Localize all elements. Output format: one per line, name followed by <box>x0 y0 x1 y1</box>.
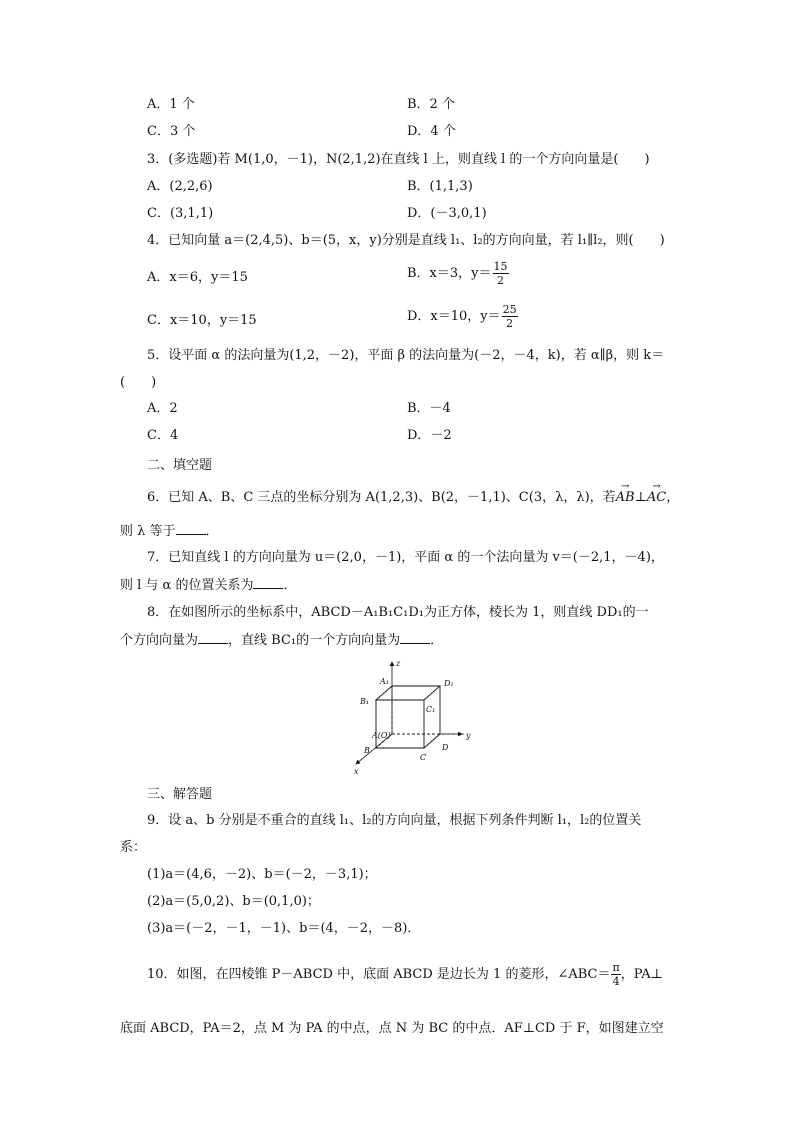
q3-option-d: D．(－3,0,1) <box>407 206 487 221</box>
top-face <box>376 686 440 700</box>
q5-option-c: C．4 <box>147 428 179 443</box>
label-x: x <box>354 767 359 776</box>
front-face <box>376 700 424 748</box>
q6-stem-line2 <box>120 522 219 541</box>
q7-stem-line1: 7．已知直线 l 的方向向量为 u＝(2,0，－1)，平面 α 的一个法向量为 v＝(－2,1，－4)， <box>147 550 664 565</box>
answer-blank[interactable] <box>400 631 430 644</box>
label-a1: A₁ <box>380 677 389 686</box>
label-d1: D₁ <box>444 679 454 688</box>
q9-case-2: (2)a＝(5,0,2)、b＝(0,1,0)； <box>147 894 320 909</box>
q10-text1a: 10．如图，在四棱锥 P－ABCD 中，底面 ABCD 是边长为 1 的菱形，∠ABC＝ <box>147 967 611 982</box>
label-b1: B₁ <box>360 697 370 706</box>
label-d: D <box>442 743 449 752</box>
fraction-denominator: 2 <box>497 274 505 287</box>
label-a-origin: A(O) <box>372 731 391 740</box>
q4-option-d-text: D．x＝10，y＝ <box>407 309 501 324</box>
edge-dc <box>424 734 440 748</box>
q8-stem-line1: 8．在如图所示的坐标系中，ABCD－A₁B₁C₁D₁为正方体，棱长为 1，则直线 DD₁的一 <box>147 605 649 620</box>
vector-ac <box>647 489 666 507</box>
q8-end: ． <box>430 633 444 648</box>
fraction-numerator: π <box>612 961 620 974</box>
answer-blank[interactable] <box>198 631 228 644</box>
q-prev-option-c: C．3 个 <box>147 124 196 139</box>
label-z: z <box>396 659 401 668</box>
q7-text2: 则 l 与 α 的位置关系为 <box>120 578 254 593</box>
angle-fraction <box>611 961 620 988</box>
perp-symbol: ⊥ <box>634 490 647 505</box>
q5-stem-line2: ( ) <box>120 375 157 390</box>
q9-stem-line1: 9．设 a、b 分别是不重合的直线 l₁、l₂的方向向量，根据下列条件判断 l₁，l₂的位置关 <box>147 813 642 828</box>
label-c1: C₁ <box>426 705 436 714</box>
q3-stem <box>147 151 650 169</box>
q4-option-a: A．x＝6，y＝15 <box>147 270 248 285</box>
q7-stem-line2 <box>120 576 296 595</box>
q10-text1b: ，PA⊥ <box>620 967 663 982</box>
answer-blank[interactable] <box>176 522 206 535</box>
q4-option-c: C．x＝10，y＝15 <box>147 313 257 328</box>
fraction-denominator: 2 <box>506 317 514 330</box>
q4-option-b-fraction <box>493 260 509 287</box>
q4-option-d <box>407 303 518 330</box>
q6-stem-line1 <box>147 489 679 507</box>
q-prev-option-d: D．4 个 <box>407 124 456 139</box>
q3-text: (多选题)若 M(1,0，－1)，N(2,1,2)在直线 l 上，则直线 l 的一个方向向量是( ) <box>168 152 650 167</box>
q9-case-3: (3)a＝(－2，－1，－1)、b＝(4，－2，－8)． <box>147 921 421 936</box>
fraction-numerator: 15 <box>493 260 508 273</box>
fraction-denominator: 4 <box>612 975 620 988</box>
q10-stem-line1 <box>147 961 663 988</box>
q4-option-b <box>407 260 509 287</box>
q7-end: ． <box>283 578 297 593</box>
section-fill-in-title: 二、填空题 <box>147 458 213 473</box>
q8-text2b: ，直线 BC₁的一个方向向量为 <box>228 633 401 648</box>
q-prev-option-a: A．1 个 <box>147 97 195 112</box>
q6-text: 6．已知 A、B、C 三点的坐标分别为 A(1,2,3)、B(2，－1,1)、C(3，λ，λ)，若 <box>147 490 616 505</box>
vector-ab <box>616 489 635 507</box>
q5-option-a: A．2 <box>147 401 178 416</box>
q10-stem-line2: 底面 ABCD，PA＝2，点 M 为 PA 的中点，点 N 为 BC 的中点．AF⊥CD 于 F，如图建立空 <box>120 1021 664 1036</box>
q5-stem-line1: 5．设平面 α 的法向量为(1,2，－2)，平面 β 的法向量为(－2，－4，k)，若 α∥β，则 k＝ <box>147 348 665 363</box>
q6-text2: 则 λ 等于 <box>120 524 176 539</box>
q5-option-b: B．－4 <box>407 401 451 416</box>
q8-stem-line2 <box>120 631 443 650</box>
vector-ac-label: AC <box>646 490 667 505</box>
q9-case-1: (1)a＝(4,6，－2)、b＝(－2，－3,1)； <box>147 867 377 882</box>
q4-stem: 4．已知向量 a＝(2,4,5)、b＝(5，x，y)分别是直线 l₁、l₂的方向向量，若 l₁∥l₂，则( ) <box>147 233 665 248</box>
q5-option-d: D．－2 <box>407 428 452 443</box>
q6-line1-end: ， <box>666 490 680 505</box>
label-y: y <box>466 731 471 740</box>
q3-number: 3． <box>147 152 169 167</box>
q3-option-b: B．(1,1,3) <box>407 179 473 194</box>
q4-option-d-fraction <box>502 303 518 330</box>
q-prev-option-b: B．2 个 <box>407 97 455 112</box>
q3-option-a: A．(2,2,6) <box>147 179 213 194</box>
answer-blank[interactable] <box>253 576 283 589</box>
cube-coordinate-figure <box>340 656 480 776</box>
q6-end: ． <box>205 524 219 539</box>
q3-option-c: C．(3,1,1) <box>147 206 214 221</box>
vector-ab-label: AB <box>615 490 635 505</box>
fraction-numerator: 25 <box>502 303 517 316</box>
q8-text2a: 个方向向量为 <box>120 633 199 648</box>
q4-option-b-text: B．x＝3，y＝ <box>407 266 492 281</box>
label-b: B <box>364 746 370 755</box>
q9-stem-line2: 系： <box>120 840 147 855</box>
section-solve-title: 三、解答题 <box>147 787 213 802</box>
label-c: C <box>420 753 427 762</box>
